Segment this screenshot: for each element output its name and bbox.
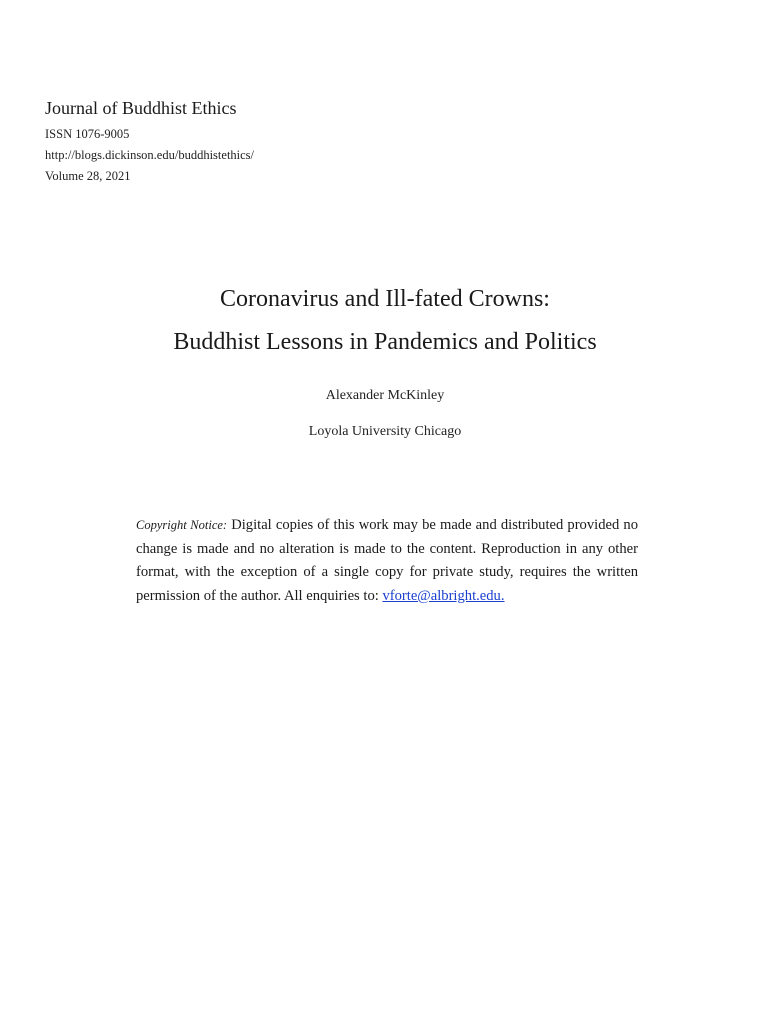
title-line-1: Coronavirus and Ill-fated Crowns: xyxy=(220,286,550,312)
volume-year: Volume 28, 2021 xyxy=(45,169,131,183)
journal-header xyxy=(45,96,445,187)
copyright-label: Copyright Notice: xyxy=(136,518,228,532)
journal-name: Journal of Buddhist Ethics xyxy=(45,98,237,118)
enquiries-email-link[interactable]: vforte@albright.edu. xyxy=(382,587,505,604)
journal-url: http://blogs.dickinson.edu/buddhistethics/ xyxy=(45,148,255,162)
copyright-text: Digital copies of this work may be made and distributed provided no change is made and no alteration is made to the content. Reproduction in any other format, with the exception of a single copy for private study, requires the written permission of the author. All enquiries to: xyxy=(136,517,638,604)
issn: ISSN 1076-9005 xyxy=(45,127,130,141)
copyright-notice xyxy=(136,514,638,608)
author-affiliation: Loyola University Chicago xyxy=(308,424,462,439)
author-name: Alexander McKinley xyxy=(325,388,445,403)
title-line-2: Buddhist Lessons in Pandemics and Politics xyxy=(173,329,597,355)
article-title xyxy=(0,278,770,364)
